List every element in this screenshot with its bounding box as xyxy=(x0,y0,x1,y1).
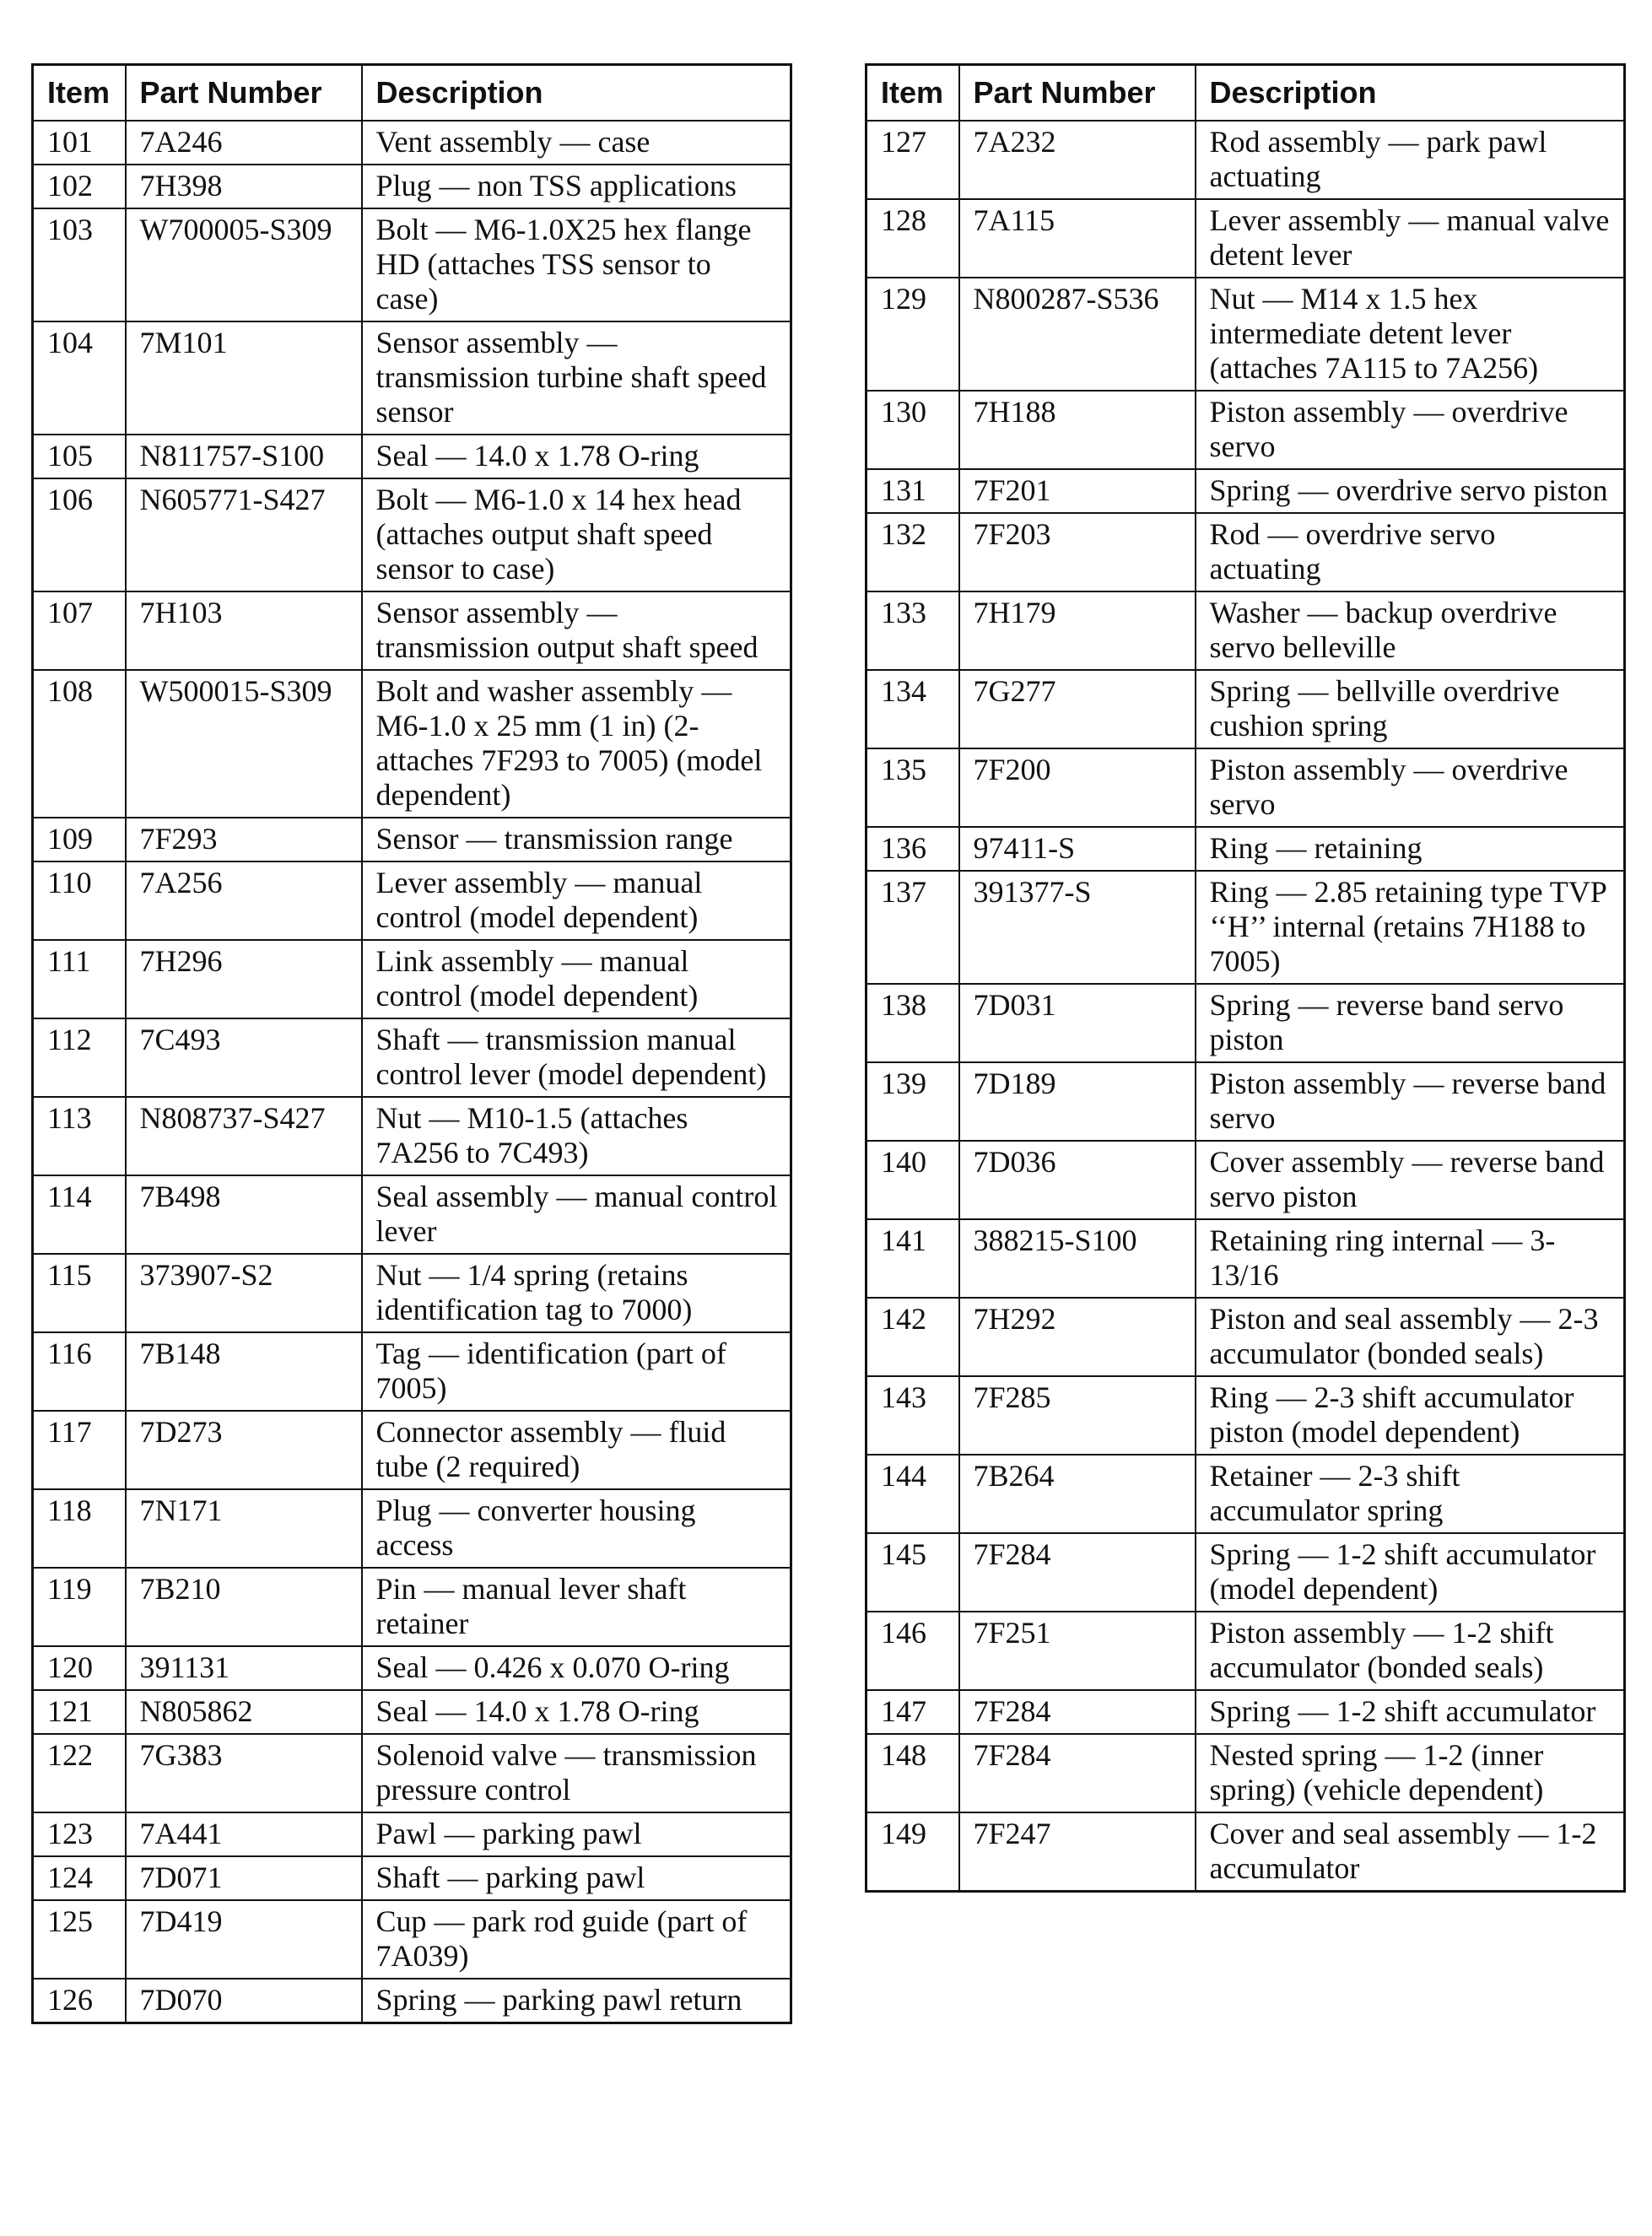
description-cell: Bolt — M6-1.0 x 14 hex head (attaches output shaft speed sensor to case) xyxy=(362,478,791,591)
part-number-cell: 7F201 xyxy=(959,469,1196,513)
description-cell: Rod — overdrive servo actuating xyxy=(1196,513,1625,591)
description-cell: Nut — M14 x 1.5 hex intermediate detent lever (attaches 7A115 to 7A256) xyxy=(1196,278,1625,391)
item-cell: 101 xyxy=(33,121,126,165)
table-row xyxy=(866,1219,1625,1298)
part-number-cell: 391131 xyxy=(126,1646,362,1690)
part-number-cell: N808737-S427 xyxy=(126,1097,362,1175)
description-cell: Shaft — parking pawl xyxy=(362,1856,791,1900)
item-cell: 137 xyxy=(866,871,959,984)
item-cell: 136 xyxy=(866,827,959,871)
item-cell: 111 xyxy=(33,940,126,1018)
parts-table-left xyxy=(31,63,792,2024)
part-number-cell: 7G277 xyxy=(959,670,1196,748)
part-number-cell: 7H188 xyxy=(959,391,1196,469)
part-number-cell: N805862 xyxy=(126,1690,362,1734)
description-cell: Seal — 0.426 x 0.070 O-ring xyxy=(362,1646,791,1690)
description-cell: Nut — M10-1.5 (attaches 7A256 to 7C493) xyxy=(362,1097,791,1175)
item-cell: 141 xyxy=(866,1219,959,1298)
part-number-cell: 7D071 xyxy=(126,1856,362,1900)
item-cell: 115 xyxy=(33,1254,126,1332)
table-row xyxy=(866,984,1625,1062)
item-cell: 110 xyxy=(33,861,126,940)
item-cell: 114 xyxy=(33,1175,126,1254)
item-cell: 112 xyxy=(33,1018,126,1097)
table-row xyxy=(866,1062,1625,1141)
description-cell: Spring — overdrive servo piston xyxy=(1196,469,1625,513)
description-cell: Bolt — M6-1.0X25 hex flange HD (attaches TSS sensor to case) xyxy=(362,208,791,321)
table-row xyxy=(33,1411,791,1489)
part-number-cell: 7H296 xyxy=(126,940,362,1018)
part-number-cell: 7D031 xyxy=(959,984,1196,1062)
table-row xyxy=(33,861,791,940)
description-cell: Seal — 14.0 x 1.78 O-ring xyxy=(362,435,791,478)
item-cell: 135 xyxy=(866,748,959,827)
part-number-cell: 7F200 xyxy=(959,748,1196,827)
description-cell: Plug — converter housing access xyxy=(362,1489,791,1568)
part-number-cell: 7D036 xyxy=(959,1141,1196,1219)
table-row xyxy=(33,208,791,321)
item-cell: 107 xyxy=(33,591,126,670)
description-cell: Nested spring — 1-2 (inner spring) (vehicle dependent) xyxy=(1196,1734,1625,1812)
description-cell: Cover assembly — reverse band servo piston xyxy=(1196,1141,1625,1219)
part-number-cell: 7M101 xyxy=(126,321,362,435)
item-cell: 113 xyxy=(33,1097,126,1175)
table-row xyxy=(866,121,1625,199)
description-cell: Retaining ring internal — 3-13/16 xyxy=(1196,1219,1625,1298)
part-number-cell: N800287-S536 xyxy=(959,278,1196,391)
table-row xyxy=(33,1900,791,1979)
part-number-cell: 7D419 xyxy=(126,1900,362,1979)
description-cell: Sensor — transmission range xyxy=(362,818,791,861)
table-row xyxy=(33,1018,791,1097)
description-cell: Pin — manual lever shaft retainer xyxy=(362,1568,791,1646)
table-row xyxy=(866,1612,1625,1690)
description-cell: Cover and seal assembly — 1-2 accumulator xyxy=(1196,1812,1625,1892)
item-cell: 121 xyxy=(33,1690,126,1734)
table-row xyxy=(33,1097,791,1175)
item-cell: 118 xyxy=(33,1489,126,1568)
part-number-cell: 7D070 xyxy=(126,1979,362,2023)
table-row xyxy=(33,1856,791,1900)
table-row xyxy=(33,670,791,818)
part-number-cell: 7A115 xyxy=(959,199,1196,278)
part-number-cell: W500015-S309 xyxy=(126,670,362,818)
item-cell: 119 xyxy=(33,1568,126,1646)
table-row xyxy=(33,165,791,208)
table-row xyxy=(866,871,1625,984)
part-number-cell: 388215-S100 xyxy=(959,1219,1196,1298)
table-row xyxy=(866,278,1625,391)
description-cell: Spring — bellville overdrive cushion spring xyxy=(1196,670,1625,748)
item-cell: 148 xyxy=(866,1734,959,1812)
table-header-row xyxy=(866,65,1625,122)
description-cell: Vent assembly — case xyxy=(362,121,791,165)
table-row xyxy=(33,1734,791,1812)
table-row xyxy=(33,321,791,435)
table-row xyxy=(866,748,1625,827)
item-cell: 103 xyxy=(33,208,126,321)
item-cell: 145 xyxy=(866,1533,959,1612)
table-row xyxy=(866,1533,1625,1612)
item-cell: 134 xyxy=(866,670,959,748)
part-number-cell: 7F284 xyxy=(959,1734,1196,1812)
description-cell: Washer — backup overdrive servo belleville xyxy=(1196,591,1625,670)
header-item: Item xyxy=(33,65,126,122)
part-number-cell: 7G383 xyxy=(126,1734,362,1812)
part-number-cell: N811757-S100 xyxy=(126,435,362,478)
table-row xyxy=(866,591,1625,670)
part-number-cell: 7A256 xyxy=(126,861,362,940)
table-row xyxy=(866,199,1625,278)
item-cell: 104 xyxy=(33,321,126,435)
table-row xyxy=(866,1141,1625,1219)
table-row xyxy=(866,670,1625,748)
description-cell: Nut — 1/4 spring (retains identification tag to 7000) xyxy=(362,1254,791,1332)
description-cell: Pawl — parking pawl xyxy=(362,1812,791,1856)
item-cell: 120 xyxy=(33,1646,126,1690)
description-cell: Retainer — 2-3 shift accumulator spring xyxy=(1196,1455,1625,1533)
item-cell: 106 xyxy=(33,478,126,591)
part-number-cell: 7F284 xyxy=(959,1533,1196,1612)
item-cell: 128 xyxy=(866,199,959,278)
description-cell: Piston assembly — reverse band servo xyxy=(1196,1062,1625,1141)
description-cell: Ring — retaining xyxy=(1196,827,1625,871)
item-cell: 116 xyxy=(33,1332,126,1411)
table-row xyxy=(866,1376,1625,1455)
item-cell: 123 xyxy=(33,1812,126,1856)
description-cell: Sensor assembly — transmission output shaft speed xyxy=(362,591,791,670)
description-cell: Shaft — transmission manual control lever (model dependent) xyxy=(362,1018,791,1097)
description-cell: Bolt and washer assembly — M6-1.0 x 25 mm (1 in) (2-attaches 7F293 to 7005) (model dependent) xyxy=(362,670,791,818)
table-row xyxy=(33,1646,791,1690)
item-cell: 130 xyxy=(866,391,959,469)
table-row xyxy=(33,1175,791,1254)
description-cell: Spring — 1-2 shift accumulator (model dependent) xyxy=(1196,1533,1625,1612)
table-row xyxy=(33,435,791,478)
description-cell: Connector assembly — fluid tube (2 required) xyxy=(362,1411,791,1489)
item-cell: 105 xyxy=(33,435,126,478)
table-row xyxy=(866,1298,1625,1376)
description-cell: Plug — non TSS applications xyxy=(362,165,791,208)
item-cell: 127 xyxy=(866,121,959,199)
header-part-number: Part Number xyxy=(126,65,362,122)
part-number-cell: 7D273 xyxy=(126,1411,362,1489)
header-part-number: Part Number xyxy=(959,65,1196,122)
part-number-cell: 7F247 xyxy=(959,1812,1196,1892)
description-cell: Piston and seal assembly — 2-3 accumulator (bonded seals) xyxy=(1196,1298,1625,1376)
table-row xyxy=(866,1690,1625,1734)
table-row xyxy=(33,1812,791,1856)
description-cell: Lever assembly — manual valve detent lever xyxy=(1196,199,1625,278)
description-cell: Tag — identification (part of 7005) xyxy=(362,1332,791,1411)
table-row xyxy=(33,1979,791,2023)
description-cell: Rod assembly — park pawl actuating xyxy=(1196,121,1625,199)
item-cell: 122 xyxy=(33,1734,126,1812)
table-body-left xyxy=(33,121,791,2023)
table-row xyxy=(33,818,791,861)
item-cell: 102 xyxy=(33,165,126,208)
description-cell: Cup — park rod guide (part of 7A039) xyxy=(362,1900,791,1979)
part-number-cell: 7F285 xyxy=(959,1376,1196,1455)
table-row xyxy=(866,827,1625,871)
description-cell: Ring — 2-3 shift accumulator piston (model dependent) xyxy=(1196,1376,1625,1455)
parts-table-right xyxy=(865,63,1626,1893)
description-cell: Piston assembly — overdrive servo xyxy=(1196,391,1625,469)
part-number-cell: 7F251 xyxy=(959,1612,1196,1690)
description-cell: Ring — 2.85 retaining type TVP ‘‘H’’ internal (retains 7H188 to 7005) xyxy=(1196,871,1625,984)
item-cell: 149 xyxy=(866,1812,959,1892)
table-header-row xyxy=(33,65,791,122)
part-number-cell: 7D189 xyxy=(959,1062,1196,1141)
item-cell: 129 xyxy=(866,278,959,391)
item-cell: 131 xyxy=(866,469,959,513)
item-cell: 125 xyxy=(33,1900,126,1979)
part-number-cell: N605771-S427 xyxy=(126,478,362,591)
table-row xyxy=(866,469,1625,513)
table-row xyxy=(33,478,791,591)
item-cell: 133 xyxy=(866,591,959,670)
item-cell: 140 xyxy=(866,1141,959,1219)
description-cell: Spring — parking pawl return xyxy=(362,1979,791,2023)
table-row xyxy=(33,1332,791,1411)
item-cell: 117 xyxy=(33,1411,126,1489)
item-cell: 126 xyxy=(33,1979,126,2023)
part-number-cell: 7F284 xyxy=(959,1690,1196,1734)
part-number-cell: 7B210 xyxy=(126,1568,362,1646)
item-cell: 147 xyxy=(866,1690,959,1734)
part-number-cell: 7H179 xyxy=(959,591,1196,670)
description-cell: Piston assembly — 1-2 shift accumulator (bonded seals) xyxy=(1196,1612,1625,1690)
item-cell: 108 xyxy=(33,670,126,818)
table-row xyxy=(866,1812,1625,1892)
table-row xyxy=(33,1690,791,1734)
description-cell: Spring — reverse band servo piston xyxy=(1196,984,1625,1062)
part-number-cell: 373907-S2 xyxy=(126,1254,362,1332)
description-cell: Spring — 1-2 shift accumulator xyxy=(1196,1690,1625,1734)
table-row xyxy=(866,513,1625,591)
part-number-cell: 7F203 xyxy=(959,513,1196,591)
header-item: Item xyxy=(866,65,959,122)
part-number-cell: 7C493 xyxy=(126,1018,362,1097)
part-number-cell: 7B264 xyxy=(959,1455,1196,1533)
part-number-cell: 7B148 xyxy=(126,1332,362,1411)
part-number-cell: W700005-S309 xyxy=(126,208,362,321)
description-cell: Sensor assembly — transmission turbine shaft speed sensor xyxy=(362,321,791,435)
part-number-cell: 7H398 xyxy=(126,165,362,208)
header-description: Description xyxy=(1196,65,1625,122)
part-number-cell: 7A441 xyxy=(126,1812,362,1856)
table-row xyxy=(33,591,791,670)
table-row xyxy=(33,1254,791,1332)
part-number-cell: 7F293 xyxy=(126,818,362,861)
table-row xyxy=(866,1734,1625,1812)
part-number-cell: 7H292 xyxy=(959,1298,1196,1376)
description-cell: Link assembly — manual control (model dependent) xyxy=(362,940,791,1018)
description-cell: Seal assembly — manual control lever xyxy=(362,1175,791,1254)
item-cell: 124 xyxy=(33,1856,126,1900)
table-row xyxy=(33,1489,791,1568)
item-cell: 109 xyxy=(33,818,126,861)
part-number-cell: 97411-S xyxy=(959,827,1196,871)
description-cell: Lever assembly — manual control (model dependent) xyxy=(362,861,791,940)
part-number-cell: 7B498 xyxy=(126,1175,362,1254)
part-number-cell: 7H103 xyxy=(126,591,362,670)
description-cell: Seal — 14.0 x 1.78 O-ring xyxy=(362,1690,791,1734)
table-row xyxy=(33,1568,791,1646)
item-cell: 142 xyxy=(866,1298,959,1376)
item-cell: 146 xyxy=(866,1612,959,1690)
description-cell: Piston assembly — overdrive servo xyxy=(1196,748,1625,827)
table-row xyxy=(33,121,791,165)
table-row xyxy=(866,1455,1625,1533)
item-cell: 144 xyxy=(866,1455,959,1533)
table-row xyxy=(866,391,1625,469)
header-description: Description xyxy=(362,65,791,122)
item-cell: 138 xyxy=(866,984,959,1062)
part-number-cell: 391377-S xyxy=(959,871,1196,984)
item-cell: 143 xyxy=(866,1376,959,1455)
item-cell: 132 xyxy=(866,513,959,591)
table-row xyxy=(33,940,791,1018)
part-number-cell: 7A246 xyxy=(126,121,362,165)
description-cell: Solenoid valve — transmission pressure control xyxy=(362,1734,791,1812)
item-cell: 139 xyxy=(866,1062,959,1141)
part-number-cell: 7N171 xyxy=(126,1489,362,1568)
part-number-cell: 7A232 xyxy=(959,121,1196,199)
table-body-right xyxy=(866,121,1625,1892)
